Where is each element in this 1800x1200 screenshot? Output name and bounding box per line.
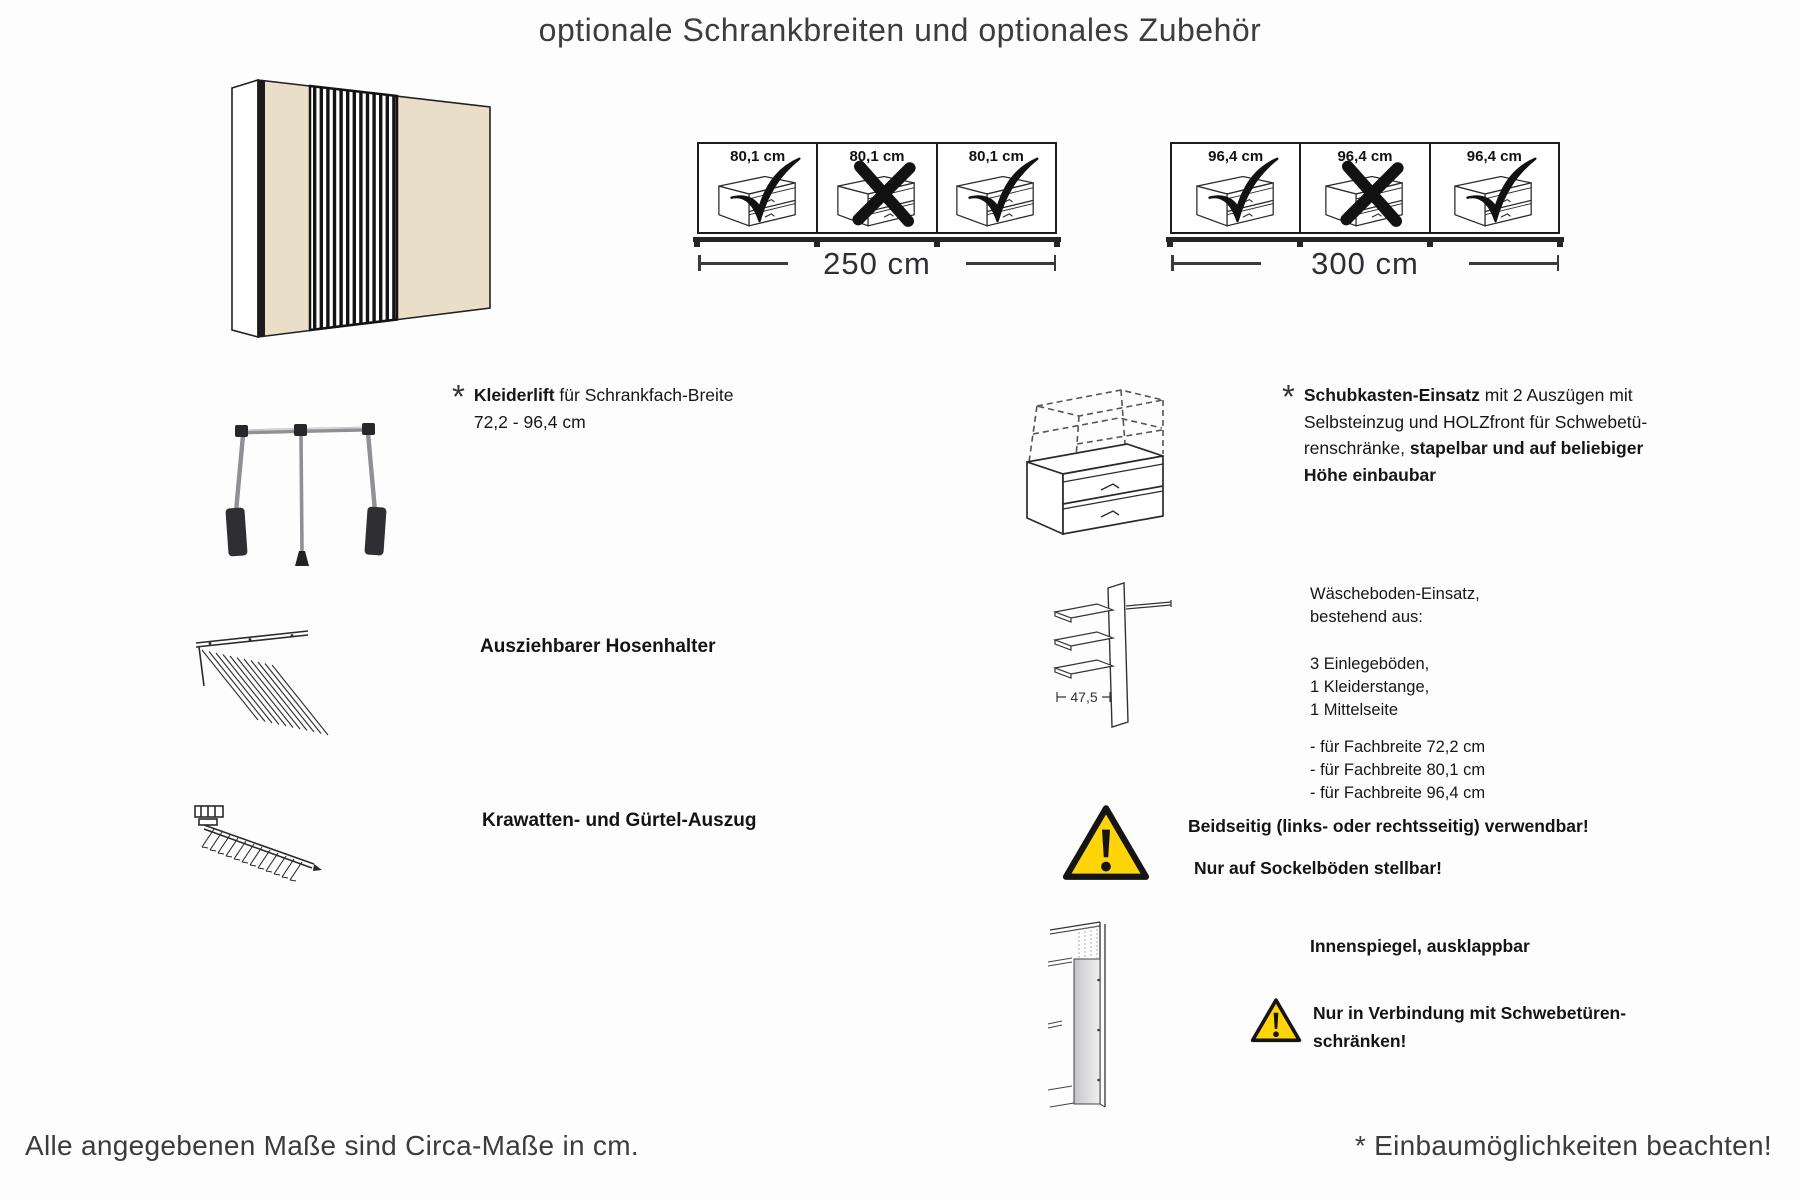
drawer-insert-note: * Schubkasten-Einsatz mit 2 Auszügen mit Selbsteinzug und HOLZfront für Schwebetü- renschränke, stapelbar und auf beliebiger Höhe einbaubar bbox=[1282, 382, 1722, 488]
warning-icon bbox=[1060, 803, 1152, 883]
laundry-shelf-note: Wäscheboden-Einsatz, bestehend aus: 3 Einlegeböden, 1 Kleiderstange, 1 Mittelseite - für Fachbreite 72,2 cm - für Fachbreite 80,1 cm - für Fachbreite 96,4 cm bbox=[1310, 585, 1486, 802]
page-title: optionale Schrankbreiten und optionales Zubehör bbox=[538, 12, 1262, 48]
compartment-width-label: 80,1 cm bbox=[968, 148, 1024, 165]
footer-note-installation: * Einbaumöglichkeiten beachten! bbox=[1354, 1130, 1772, 1161]
cross-icon bbox=[1332, 154, 1410, 232]
check-icon bbox=[1462, 154, 1540, 232]
base-line bbox=[1166, 237, 1564, 242]
drawer-insert-illustration bbox=[1023, 386, 1169, 540]
width-diagram-300 bbox=[1170, 142, 1560, 332]
total-width-label: 300 cm bbox=[1311, 246, 1419, 281]
check-icon bbox=[1203, 154, 1281, 232]
trouser-rack-label: Ausziehbarer Hosenhalter bbox=[480, 636, 716, 657]
check-icon bbox=[725, 154, 803, 232]
tie-belt-rack-label: Krawatten- und Gürtel-Auszug bbox=[482, 810, 757, 831]
compartment bbox=[1431, 144, 1558, 232]
laundry-shelf-insert-illustration bbox=[1053, 578, 1175, 732]
compartment-row bbox=[1170, 142, 1560, 234]
compartment-width-label: 80,1 cm bbox=[849, 148, 905, 165]
asterisk: * bbox=[452, 378, 465, 415]
compartment bbox=[699, 144, 818, 232]
clothes-lift-illustration bbox=[224, 408, 394, 570]
interior-mirror-illustration bbox=[1048, 918, 1114, 1110]
total-width-label: 250 cm bbox=[823, 246, 931, 281]
warning-icon bbox=[1250, 997, 1302, 1044]
clothes-lift-desc: für Schrankfach-Breite bbox=[554, 385, 734, 405]
compartment bbox=[938, 144, 1055, 232]
compartment-width-label: 96,4 cm bbox=[1337, 148, 1393, 165]
tie-belt-rack-illustration bbox=[190, 798, 332, 908]
dimension-row bbox=[697, 246, 1057, 286]
wardrobe-illustration bbox=[225, 70, 500, 350]
compartment-row bbox=[697, 142, 1057, 234]
check-icon bbox=[964, 154, 1042, 232]
cross-icon bbox=[844, 154, 922, 232]
drawer-insert-name: Schubkasten-Einsatz bbox=[1303, 385, 1480, 405]
compartment bbox=[1172, 144, 1301, 232]
warning-sockel-text: Beidseitig (links- oder rechtsseitig) verwendbar! Nur auf Sockelböden stellbar! bbox=[1188, 816, 1589, 878]
compartment bbox=[1301, 144, 1430, 232]
warning-schwebe-text: Nur in Verbindung mit Schwebetüren- schränken! bbox=[1313, 1003, 1627, 1051]
compartment-width-label: 80,1 cm bbox=[730, 148, 786, 165]
clothes-lift-name: Kleiderlift bbox=[473, 385, 555, 405]
shelf-depth-dimension: 47,5 bbox=[1070, 689, 1098, 705]
interior-mirror-label: Innenspiegel, ausklappbar bbox=[1310, 936, 1530, 956]
clothes-lift-note bbox=[452, 378, 734, 435]
compartment-width-label: 96,4 cm bbox=[1466, 148, 1522, 165]
dimension-row bbox=[1170, 246, 1560, 286]
base-line bbox=[693, 237, 1061, 242]
asterisk: * bbox=[1282, 378, 1295, 415]
footer-note-measures: Alle angegebenen Maße sind Circa-Maße in cm. bbox=[25, 1130, 639, 1161]
width-diagram-250 bbox=[697, 142, 1057, 332]
trouser-rack-illustration bbox=[192, 628, 344, 742]
compartment bbox=[818, 144, 937, 232]
clothes-lift-range: 72,2 - 96,4 cm bbox=[473, 411, 586, 432]
compartment-width-label: 96,4 cm bbox=[1208, 148, 1264, 165]
